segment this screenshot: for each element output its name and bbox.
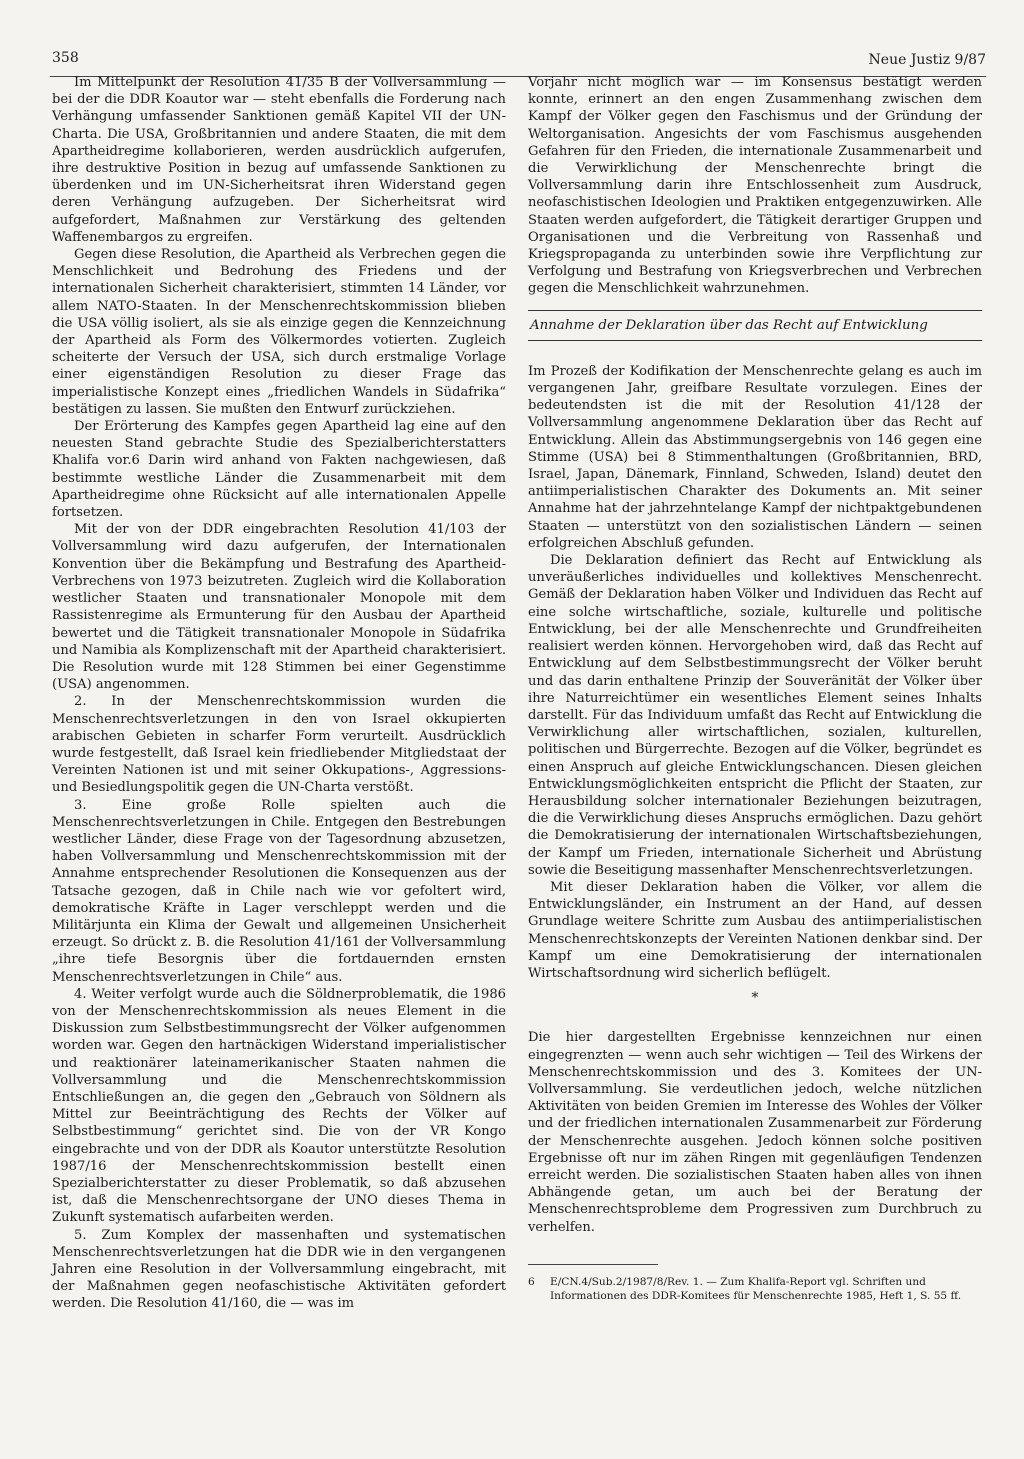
page-number: 358 — [52, 50, 79, 66]
footnote-mark: 6 — [528, 1275, 535, 1288]
paragraph: Die Deklaration definiert das Recht auf Entwicklung als unveräußerliches individuelles und kollektives Menschenrecht. Gemäß der Deklaration haben Völker und Individuen das Recht auf eine solche wirtschaftliche, soziale, kulturelle und politische Entwicklung, bei der alle Menschenrechte und Grundfreiheiten realisiert werden können. Hervorgehoben wird, daß das Recht auf Entwicklung auf dem Selbstbestimmungsrecht der Völker beruht und das darin enthaltene Prinzip der Souveränität der Völker über ihre Naturreichtümer ein wesentliches Element seines Inhalts darstellt. Für das Individuum umfaßt das Recht auf Entwicklung die Verwirklichung aller wirtschaftlichen, sozialen, kulturellen, politischen und Bürgerrechte. Bezogen auf die Völker, begründet es einen Anspruch auf gleiche Entwicklungschancen. Diesen gleichen Entwicklungsmöglichkeiten entspricht die Pflicht der Staaten, zur Herausbildung solcher internationaler Beziehungen beizutragen, die die Verwirklichung dieses Anspruchs ermöglichen. Dazu gehört die Demokratisierung der internationalen Wirtschaftsbeziehungen, der Kampf um Frieden, internationale Sicherheit und Abrüstung sowie die Beseitigung massenhafter Menschenrechtsverletzungen. — [528, 553, 982, 878]
paragraph: Mit dieser Deklaration haben die Völker, vor allem die Entwicklungsländer, ein Instrument an der Hand, auf dessen Grundlage weitere Schritte zum Ausbau des antiimperialistischen Menschenrechtskonzepts der Vereinten Nationen denkbar sind. Der Kampf um eine Demokratisierung der internationalen Wirtschaftsordnung wird sicherlich beflügelt. — [528, 879, 982, 981]
footnote-text: E/CN.4/Sub.2/1987/8/Rev. 1. — Zum Khalifa-Report vgl. Schriften und Informationen des DDR-Komitees für Menschenrechte 1985, Heft 1, S. 55 ff. — [550, 1275, 962, 1302]
footnote — [528, 1275, 982, 1303]
section-separator: * — [751, 990, 759, 1007]
paragraph: Mit der von der DDR eingebrachten Resolution 41/103 der Vollversammlung wird dazu aufgerufen, der Internationalen Konvention über die Bekämpfung und Bestrafung des Apartheid-Verbrechens von 1973 beizutreten. Zugleich wird die Kollaboration westlicher Staaten und transnationaler Monopole mit dem Rassistenregime als Ermunterung für den Ausbau der Apartheid bewertet und die Tätigkeit transnationaler Monopole in Südafrika und Namibia als Komplizenschaft mit der Apartheid charakterisiert. Die Resolution wurde mit 128 Stimmen bei einer Gegenstimme (USA) angenommen. — [52, 522, 506, 693]
paragraph: 3. Eine große Rolle spielten auch die Menschenrechtsverletzungen in Chile. Entgegen den Bestrebungen westlicher Länder, diese Frage von der Tagesordnung abzusetzen, haben Vollversammlung und Menschenrechtskommission mit der Annahme entsprechender Resolutionen die Konsequenzen aus der Tatsache gezogen, daß in Chile nach wie vor gefoltert wird, demokratische Kräfte in Lager verschleppt werden und die Militärjunta ein Klima der Gewalt und allgemeinen Unsicherheit erzeugt. So drückt z. B. die Resolution 41/161 der Vollversammlung „ihre tiefe Besorgnis über die fortdauernden ernsten Menschenrechtsverletzungen in Chile“ aus. — [52, 797, 506, 985]
footnote-rule — [528, 1264, 658, 1265]
left-column — [52, 74, 506, 1313]
paragraph: Im Mittelpunkt der Resolution 41/35 B der Vollversammlung — bei der die DDR Koautor war — steht ebenfalls die Forderung nach Verhängung umfassender Sanktionen gemäß Kapitel VII der UN-Charta. Die USA, Großbritannien und andere Staaten, die mit dem Apartheidregime kollaborieren, werden ausdrücklich aufgerufen, ihre destruktive Position in bezug auf umfassende Sanktionen zu überdenken und im UN-Sicherheitsrat ihren Widerstand gegen deren Verhängung aufzugeben. Der Sicherheitsrat wird aufgefordert, Maßnahmen zur Verstärkung des geltenden Waffenembargos zu ergreifen. — [52, 75, 506, 245]
paragraph: 5. Zum Komplex der massenhaften und systematischen Menschenrechtsverletzungen hat die DDR wie in den vergangenen Jahren eine Resolution in der Vollversammlung eingebracht, mit der Maßnahmen gegen neofaschistische Aktivitäten gefordert werden. Die Resolution 41/160, die — was im — [52, 1227, 506, 1312]
paragraph-continued: Vorjahr nicht möglich war — im Konsensus bestätigt werden konnte, erinnert an den engen Zusammenhang zwischen dem Kampf der Völker gegen den Faschismus und der Gründung der Weltorganisation. Angesichts der vom Faschismus ausgehenden Gefahren für den Frieden, die internationale Zusammenarbeit und die Verwirklichung der Menschenrechte bringt die Vollversammlung darin ihre Entschlossenheit zum Ausdruck, neofaschistischen Ideologien und Praktiken entgegenzuwirken. Alle Staaten werden aufgefordert, die Tätigkeit derartiger Gruppen und Organisationen und die Verbreitung von Rassenhaß und Kriegspropaganda zu unterbinden sowie ihre Verpflichtung zur Verfolgung und Bestrafung von Kriegsverbrechen und Verbrechen gegen die Menschlichkeit wahrzunehmen. — [528, 75, 982, 297]
closing-paragraph: Die hier dargestellten Ergebnisse kennzeichnen nur einen eingegrenzten — wenn auch sehr wichtigen — Teil des Wirkens der Menschenrechtskommission und des 3. Komitees der UN-Vollversammlung. Sie verdeutlichen jedoch, welche nützlichen Aktivitäten von beiden Gremien im Interesse des Wohles der Völker und der friedlichen internationalen Zusammenarbeit zur Förderung der Menschenrechte ausgehen. Jedoch können solche positiven Ergebnisse oft nur im zähen Ringen mit gegenläufigen Tendenzen erreicht werden. Die sozialistischen Staaten haben alles von ihnen Abhängende getan, um auch bei der Beratung der Menschenrechtsprobleme dem Progressiven zum Durchbruch zu verhelfen. — [528, 1030, 982, 1235]
paragraph: Im Prozeß der Kodifikation der Menschenrechte gelang es auch im vergangenen Jahr, greifbare Resultate vorzulegen. Eines der bedeutendsten ist die mit der Resolution 41/128 der Vollversammlung angenommene Deklaration über das Recht auf Entwicklung. Allein das Abstimmungsergebnis von 146 gegen eine Stimme (USA) bei 8 Stimmenthaltungen (Großbritannien, BRD, Israel, Japan, Dänemark, Finnland, Schweden, Island) deutet den antiimperialistischen Charakter des Dokuments an. Mit seiner Annahme hat der jahrzehntelange Kampf der nichtpaktgebundenen Staaten — unterstützt von den sozialistischen Ländern — seinen erfolgreichen Abschluß gefunden. — [528, 363, 982, 551]
paragraph: 4. Weiter verfolgt wurde auch die Söldnerproblematik, die 1986 von der Menschenrechtskommission als neues Element in die Diskussion zum Selbstbestimmungsrecht der Völker aufgenommen worden war. Gegen den hartnäckigen Widerstand imperialistischer und reaktionärer lateinamerikanischer Staaten nahmen die Vollversammlung und die Menschenrechtskommission Entschließungen an, die gegen den „Gebrauch von Söldnern als Mittel zur Beeinträchtigung des Rechts der Völker auf Selbstbestimmung“ gerichtet sind. Die von der VR Kongo eingebrachte und von der DDR als Koautor unterstützte Resolution 1987/16 der Menschenrechtskommission bestellt einen Spezialberichterstatter zu dieser Problematik, so daß abzusehen ist, daß die Menschenrechtsorgane der UNO dieses Thema in Zukunft systematisch aufarbeiten werden. — [52, 986, 506, 1226]
journal-title: Neue Justiz 9/87 — [868, 52, 986, 68]
section-heading: Annahme der Deklaration über das Recht auf Entwicklung — [528, 310, 982, 341]
paragraph: Der Erörterung des Kampfes gegen Apartheid lag eine auf den neuesten Stand gebrachte Studie des Spezialberichterstatters Khalifa vor.6 Darin wird anhand von Fakten nachgewiesen, daß bestimmte westliche Länder die Zusammenarbeit mit dem Apartheidregime ohne Rücksicht auf alle internationalen Appelle fortsetzen. — [52, 419, 506, 521]
paragraph: 2. In der Menschenrechtskommission wurden die Menschenrechtsverletzungen in den von Israel okkupierten arabischen Gebieten in scharfer Form verurteilt. Ausdrücklich wurde festgestellt, daß Israel kein friedliebender Mitgliedstaat der Vereinten Nationen ist und mit seiner Okkupations-, Aggressions- und Besiedlungspolitik gegen die UN-Charta verstößt. — [52, 694, 506, 796]
right-column — [528, 74, 982, 1303]
paragraph: Gegen diese Resolution, die Apartheid als Verbrechen gegen die Menschlichkeit und Bedrohung des Friedens und der internationalen Sicherheit charakterisiert, stimmten 14 Länder, vor allem NATO-Staaten. In der Menschenrechtskommission blieben die USA völlig isoliert, als sie als einzige gegen die Kennzeichnung der Apartheid als Form des Völkermordes votierten. Zugleich scheiterte der Versuch der USA, sich durch erstmalige Vorlage einer eigenständigen Resolution zu dieser Frage das imperialistische Konzept eines „friedlichen Wandels in Südafrika“ bestätigen zu lassen. Sie mußten den Entwurf zurückziehen. — [52, 247, 506, 417]
